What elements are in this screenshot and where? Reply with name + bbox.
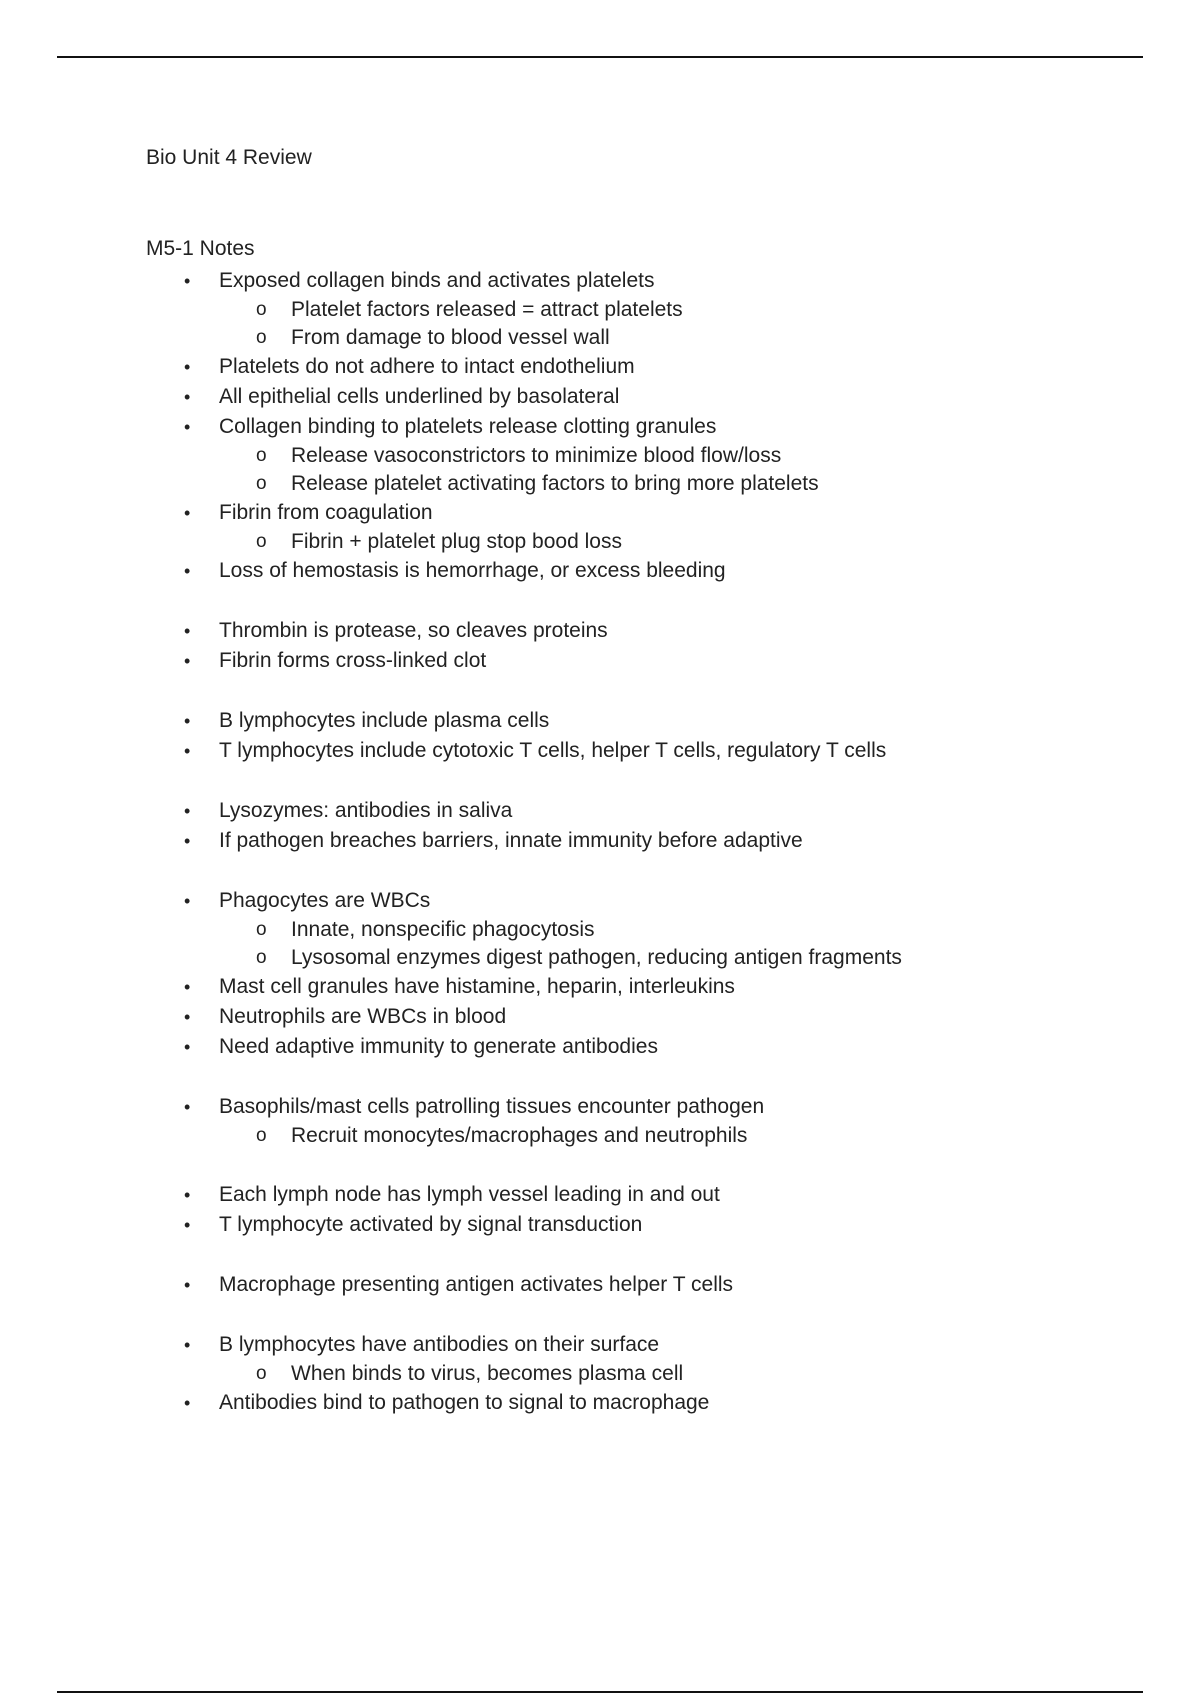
bullet-icon: •: [184, 357, 191, 377]
notes-list: [146, 266, 1146, 1418]
bullet-item: [146, 498, 1146, 528]
sub-bullet-item: [146, 528, 1146, 556]
item-text: Need adaptive immunity to generate antibodies: [219, 1035, 658, 1058]
bullet-icon: •: [184, 561, 191, 581]
hollow-bullet-icon: o: [256, 473, 267, 494]
item-text: Phagocytes are WBCs: [219, 889, 431, 912]
bullet-icon: •: [184, 891, 191, 911]
bullet-icon: •: [184, 1215, 191, 1235]
item-text: Release platelet activating factors to bring more platelets: [291, 472, 819, 495]
bullet-item: [146, 1210, 1146, 1240]
bullet-item: [146, 382, 1146, 412]
bullet-item: [146, 1388, 1146, 1418]
bullet-item: [146, 352, 1146, 382]
bullet-item: [146, 1002, 1146, 1032]
item-text: Platelets do not adhere to intact endothelium: [219, 355, 635, 378]
item-text: When binds to virus, becomes plasma cell: [291, 1362, 684, 1385]
bullet-icon: •: [184, 1275, 191, 1295]
item-text: Release vasoconstrictors to minimize blood flow/loss: [291, 444, 782, 467]
item-text: Loss of hemostasis is hemorrhage, or excess bleeding: [219, 559, 726, 582]
bullet-item: [146, 826, 1146, 856]
bullet-icon: •: [184, 801, 191, 821]
top-rule: [57, 56, 1143, 58]
item-text: Thrombin is protease, so cleaves proteins: [219, 619, 608, 642]
hollow-bullet-icon: o: [256, 947, 267, 968]
bullet-icon: •: [184, 1097, 191, 1117]
sub-bullet-item: [146, 1360, 1146, 1388]
item-text: B lymphocytes have antibodies on their surface: [219, 1333, 660, 1356]
item-text: Each lymph node has lymph vessel leading in and out: [219, 1183, 720, 1206]
item-text: Recruit monocytes/macrophages and neutrophils: [291, 1124, 748, 1147]
bullet-item: [146, 1032, 1146, 1062]
item-text: T lymphocyte activated by signal transduction: [219, 1213, 643, 1236]
bullet-icon: •: [184, 387, 191, 407]
item-text: From damage to blood vessel wall: [291, 326, 610, 349]
bullet-icon: •: [184, 1037, 191, 1057]
bullet-item: [146, 796, 1146, 826]
item-text: Fibrin forms cross-linked clot: [219, 649, 487, 672]
bullet-item: [146, 412, 1146, 442]
bottom-rule: [57, 1691, 1143, 1693]
hollow-bullet-icon: o: [256, 327, 267, 348]
item-text: Platelet factors released = attract platelets: [291, 298, 683, 321]
notes-section: [146, 236, 1146, 1418]
sub-bullet-item: [146, 1122, 1146, 1150]
bullet-item: [146, 972, 1146, 1002]
item-text: Fibrin + platelet plug stop bood loss: [291, 530, 622, 553]
bullet-item: [146, 736, 1146, 766]
bullet-item: [146, 616, 1146, 646]
bullet-icon: •: [184, 271, 191, 291]
item-text: Macrophage presenting antigen activates helper T cells: [219, 1273, 734, 1296]
bullet-item: [146, 886, 1146, 916]
sub-bullet-item: [146, 442, 1146, 470]
bullet-icon: •: [184, 831, 191, 851]
item-text: Lysozymes: antibodies in saliva: [219, 799, 513, 822]
item-text: Collagen binding to platelets release clotting granules: [219, 415, 717, 438]
bullet-icon: •: [184, 741, 191, 761]
bullet-icon: •: [184, 1393, 191, 1413]
sub-bullet-item: [146, 944, 1146, 972]
item-text: Mast cell granules have histamine, heparin, interleukins: [219, 975, 735, 998]
bullet-icon: •: [184, 651, 191, 671]
bullet-icon: •: [184, 1185, 191, 1205]
bullet-icon: •: [184, 503, 191, 523]
sub-bullet-item: [146, 324, 1146, 352]
bullet-item: [146, 266, 1146, 296]
item-text: Antibodies bind to pathogen to signal to macrophage: [219, 1391, 710, 1414]
hollow-bullet-icon: o: [256, 1363, 267, 1384]
item-text: Lysosomal enzymes digest pathogen, reducing antigen fragments: [291, 946, 902, 969]
hollow-bullet-icon: o: [256, 1125, 267, 1146]
bullet-icon: •: [184, 621, 191, 641]
bullet-icon: •: [184, 1007, 191, 1027]
item-text: Exposed collagen binds and activates platelets: [219, 269, 655, 292]
bullet-icon: •: [184, 1335, 191, 1355]
bullet-icon: •: [184, 977, 191, 997]
bullet-item: [146, 556, 1146, 586]
item-text: If pathogen breaches barriers, innate immunity before adaptive: [219, 829, 803, 852]
item-text: Innate, nonspecific phagocytosis: [291, 918, 595, 941]
hollow-bullet-icon: o: [256, 299, 267, 320]
item-text: Fibrin from coagulation: [219, 501, 433, 524]
bullet-item: [146, 1270, 1146, 1300]
sub-bullet-item: [146, 470, 1146, 498]
item-text: B lymphocytes include plasma cells: [219, 709, 550, 732]
item-text: Basophils/mast cells patrolling tissues encounter pathogen: [219, 1095, 765, 1118]
sub-bullet-item: [146, 296, 1146, 324]
bullet-item: [146, 1330, 1146, 1360]
bullet-item: [146, 1092, 1146, 1122]
document-title: Bio Unit 4 Review: [146, 146, 312, 169]
bullet-item: [146, 646, 1146, 676]
bullet-item: [146, 706, 1146, 736]
bullet-item: [146, 1180, 1146, 1210]
item-text: All epithelial cells underlined by basolateral: [219, 385, 620, 408]
item-text: T lymphocytes include cytotoxic T cells, helper T cells, regulatory T cells: [219, 739, 887, 762]
hollow-bullet-icon: o: [256, 531, 267, 552]
section-heading: M5-1 Notes: [146, 237, 255, 260]
sub-bullet-item: [146, 916, 1146, 944]
bullet-icon: •: [184, 417, 191, 437]
item-text: Neutrophils are WBCs in blood: [219, 1005, 507, 1028]
hollow-bullet-icon: o: [256, 919, 267, 940]
hollow-bullet-icon: o: [256, 445, 267, 466]
bullet-icon: •: [184, 711, 191, 731]
